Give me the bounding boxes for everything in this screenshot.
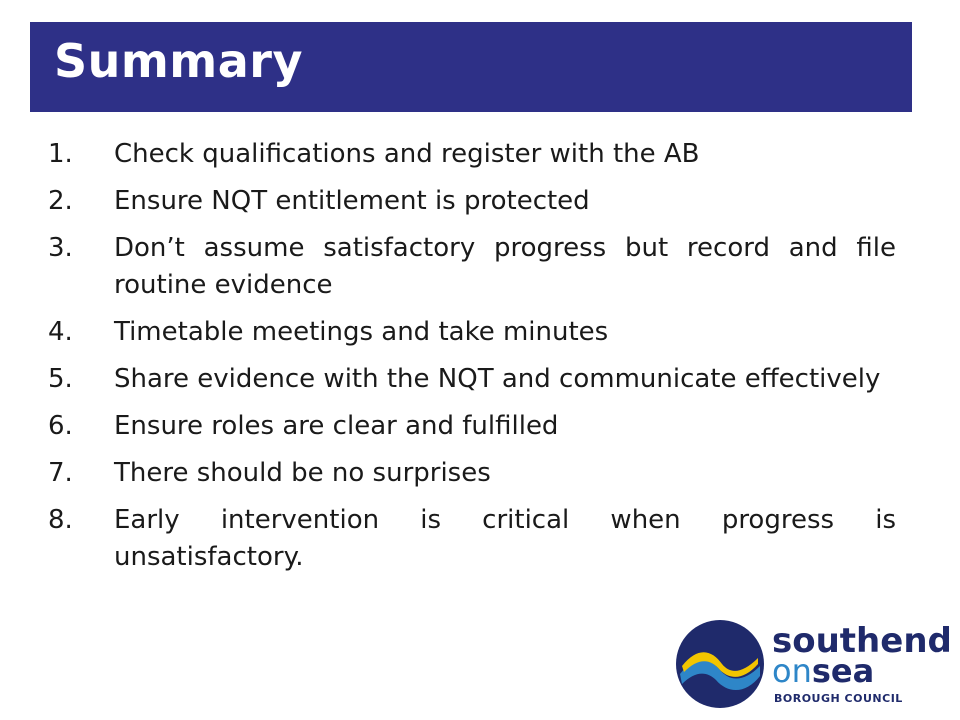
list-item-text: Ensure roles are clear and fulfilled <box>114 411 559 441</box>
list-item <box>48 455 896 492</box>
list-item-number: 3. <box>48 233 73 263</box>
list-item <box>48 136 896 173</box>
list-item-number: 1. <box>48 139 73 169</box>
logo-line-sea: sea <box>811 652 875 690</box>
slide-title: Summary <box>54 34 303 88</box>
summary-list <box>48 136 896 586</box>
list-item-text: Check qualifications and register with the AB <box>114 139 700 169</box>
list-item-number: 8. <box>48 505 73 535</box>
list-item-text: Share evidence with the NQT and communicate effectively <box>114 364 881 394</box>
list-item-number: 7. <box>48 458 73 488</box>
list-item-text: Ensure NQT entitlement is protected <box>114 186 590 216</box>
list-item <box>48 502 896 576</box>
logo-emblem-icon <box>676 620 764 708</box>
list-item-text: Don’t assume satisfactory progress but record and file routine evidence <box>114 233 896 300</box>
southend-on-sea-logo <box>672 616 952 712</box>
list-item-number: 4. <box>48 317 73 347</box>
list-item-number: 5. <box>48 364 73 394</box>
list-item <box>48 230 896 304</box>
svg-text:onsea <box>772 652 874 690</box>
list-item-text: Timetable meetings and take minutes <box>114 317 609 347</box>
list-item-number: 2. <box>48 186 73 216</box>
list-item <box>48 361 896 398</box>
list-item-text: Early intervention is critical when progress is unsatisfactory. <box>114 505 896 572</box>
list-item-number: 6. <box>48 411 73 441</box>
list-item <box>48 314 896 351</box>
logo-line-southend: southend <box>772 621 952 661</box>
list-item <box>48 408 896 445</box>
logo-line-borough-council: BOROUGH COUNCIL <box>774 692 903 705</box>
title-bar <box>30 22 912 112</box>
list-item-text: There should be no surprises <box>114 458 491 488</box>
list-item <box>48 183 896 220</box>
logo-line-on: on <box>772 652 812 690</box>
